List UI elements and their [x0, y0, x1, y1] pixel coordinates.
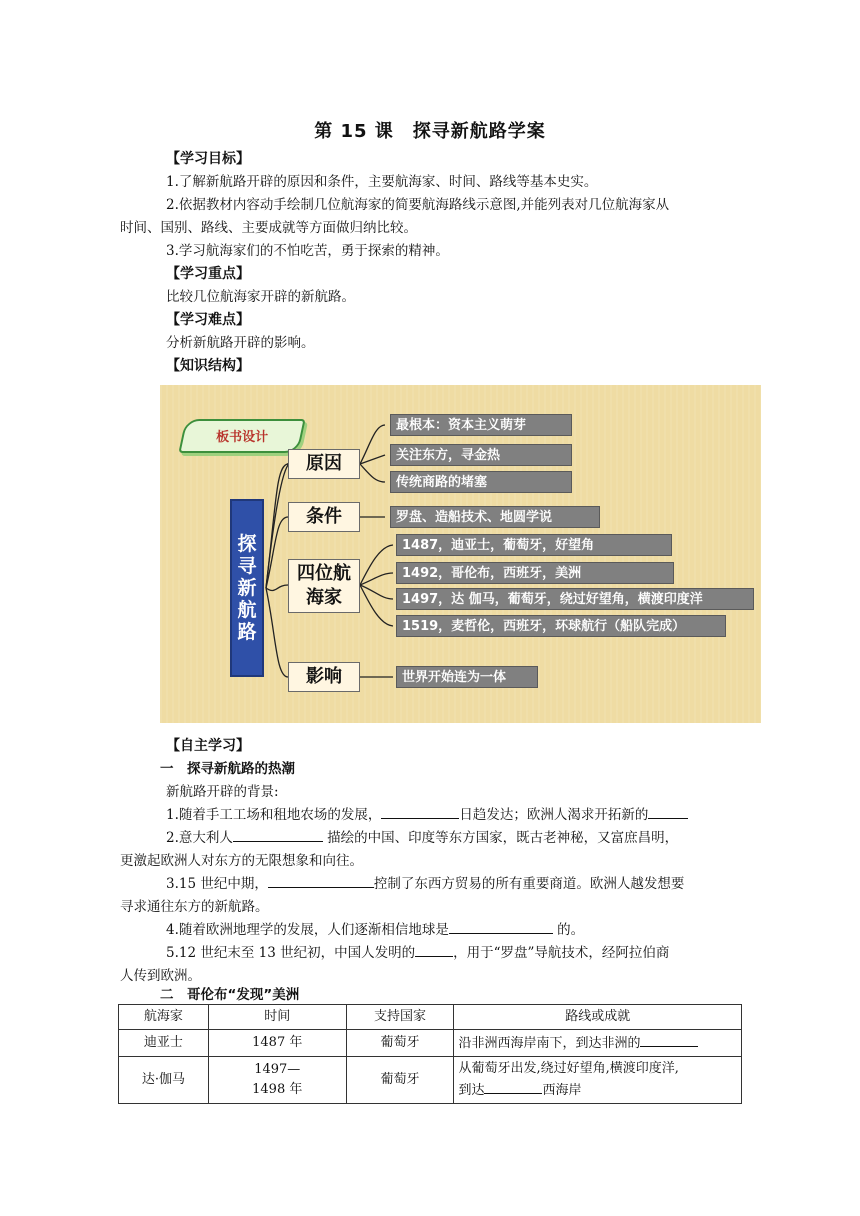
objectives-heading: 【学习目标】	[166, 151, 250, 167]
time-line: 1498 年	[252, 1082, 303, 1097]
section-2-heading: 二 哥伦布“发现”美洲	[160, 987, 300, 1003]
objective-2-cont: 时间、国别、路线、主要成就等方面做归纳比较。	[120, 220, 417, 236]
table-cell: 葡萄牙	[346, 1057, 454, 1104]
category-condition: 条件	[288, 502, 360, 532]
difficulty-text: 分析新航路开辟的影响。	[166, 335, 315, 351]
route-text: 西海岸	[542, 1083, 582, 1098]
time-line: 1497—	[254, 1062, 301, 1077]
navigator-item: 1519，麦哲伦，西班牙，环球航行（船队完成）	[396, 615, 726, 637]
main-char: 探	[237, 533, 257, 555]
cause-item: 传统商路的堵塞	[390, 471, 572, 493]
background-label: 新航路开辟的背景:	[166, 784, 279, 800]
answer-blank[interactable]	[648, 804, 688, 819]
table-cell: 迪亚士	[119, 1030, 209, 1057]
navigator-item: 1497，达 伽马，葡萄牙，绕过好望角，横渡印度洋	[396, 588, 754, 610]
answer-blank[interactable]	[484, 1079, 542, 1094]
question-2-part: 2.意大利人	[166, 830, 233, 846]
question-1-part: 日趋发达；欧洲人渴求开拓新的	[459, 807, 649, 823]
table-cell: 葡萄牙	[346, 1030, 454, 1057]
objective-3: 3.学习航海家们的不怕吃苦，勇于探索的精神。	[166, 243, 449, 259]
question-4	[166, 919, 584, 941]
table-row	[119, 1030, 742, 1057]
category-navigators-line: 四位航	[297, 563, 351, 584]
table-header: 时间	[208, 1005, 346, 1030]
knowledge-structure-diagram	[160, 385, 761, 723]
board-design-tag	[178, 419, 305, 453]
navigator-item: 1487，迪亚士，葡萄牙，好望角	[396, 534, 672, 556]
question-4-part: 的。	[552, 922, 585, 938]
main-topic-box	[230, 499, 264, 677]
answer-blank[interactable]	[640, 1032, 698, 1047]
question-5-part: 5.12 世纪末至 13 世纪初，中国人发明的	[166, 945, 416, 961]
answer-blank[interactable]	[415, 942, 453, 957]
keypoint-text: 比较几位航海家开辟的新航路。	[166, 289, 355, 305]
difficulty-heading: 【学习难点】	[166, 312, 250, 328]
table-cell	[454, 1057, 742, 1104]
route-text: 到达	[458, 1083, 485, 1098]
table-row	[119, 1057, 742, 1104]
question-2	[166, 827, 678, 849]
question-5-part: ，用于“罗盘”导航技术，经阿拉伯商	[453, 945, 670, 961]
question-2-part: 描绘的中国、印度等东方国家，既古老神秘，又富庶昌明，	[322, 830, 679, 846]
table-header-row	[119, 1005, 742, 1030]
question-1	[166, 804, 688, 826]
table-header: 路线或成就	[454, 1005, 742, 1030]
main-char: 路	[237, 621, 257, 643]
structure-heading: 【知识结构】	[166, 358, 250, 374]
question-5	[166, 942, 669, 964]
page-title: 第 15 课 探寻新航路学案	[314, 121, 546, 142]
table-header: 航海家	[119, 1005, 209, 1030]
objective-2: 2.依据教材内容动手绘制几位航海家的简要航海路线示意图,并能列表对几位航海家从	[166, 197, 670, 213]
answer-blank[interactable]	[381, 804, 459, 819]
question-2-cont: 更激起欧洲人对东方的无限想象和向往。	[120, 853, 363, 869]
answer-blank[interactable]	[449, 919, 553, 934]
answer-blank[interactable]	[233, 827, 323, 842]
navigator-item: 1492，哥伦布，西班牙，美洲	[396, 562, 674, 584]
question-4-part: 4.随着欧洲地理学的发展，人们逐渐相信地球是	[166, 922, 449, 938]
objective-1: 1.了解新航路开辟的原因和条件，主要航海家、时间、路线等基本史实。	[166, 174, 598, 190]
category-navigators-line: 海家	[306, 587, 342, 608]
table-cell	[208, 1057, 346, 1104]
question-3-part: 3.15 世纪中期，	[166, 876, 268, 892]
board-design-label: 板书设计	[216, 430, 269, 445]
answer-blank[interactable]	[268, 873, 374, 888]
main-char: 新	[237, 577, 257, 599]
category-navigators	[288, 559, 360, 613]
route-text: 沿非洲西海岸南下，到达非洲的	[458, 1036, 641, 1051]
main-char: 航	[237, 599, 257, 621]
impact-item: 世界开始连为一体	[396, 666, 538, 688]
table-cell	[454, 1030, 742, 1057]
cause-item: 关注东方，寻金热	[390, 444, 572, 466]
condition-item: 罗盘、造船技术、地圆学说	[390, 506, 600, 528]
question-1-part: 1.随着手工工场和租地农场的发展，	[166, 807, 382, 823]
category-cause: 原因	[288, 449, 360, 479]
route-text-line	[458, 1079, 737, 1101]
route-text: 从葡萄牙出发,绕过好望角,横渡印度洋,	[458, 1061, 679, 1076]
question-3-cont: 寻求通往东方的新航路。	[120, 899, 269, 915]
cause-item: 最根本：资本主义萌芽	[390, 414, 572, 436]
table-cell: 达·伽马	[119, 1057, 209, 1104]
question-3-part: 控制了东西方贸易的所有重要商道。欧洲人越发想要	[373, 876, 685, 892]
self-study-heading: 【自主学习】	[166, 738, 250, 754]
question-3	[166, 873, 684, 895]
section-1-heading: 一 探寻新航路的热潮	[160, 761, 295, 777]
table-cell: 1487 年	[208, 1030, 346, 1057]
navigators-table	[118, 1004, 742, 1104]
keypoint-heading: 【学习重点】	[166, 266, 250, 282]
main-char: 寻	[237, 555, 257, 577]
question-5-cont: 人传到欧洲。	[120, 968, 201, 984]
category-impact: 影响	[288, 662, 360, 692]
table-header: 支持国家	[346, 1005, 454, 1030]
